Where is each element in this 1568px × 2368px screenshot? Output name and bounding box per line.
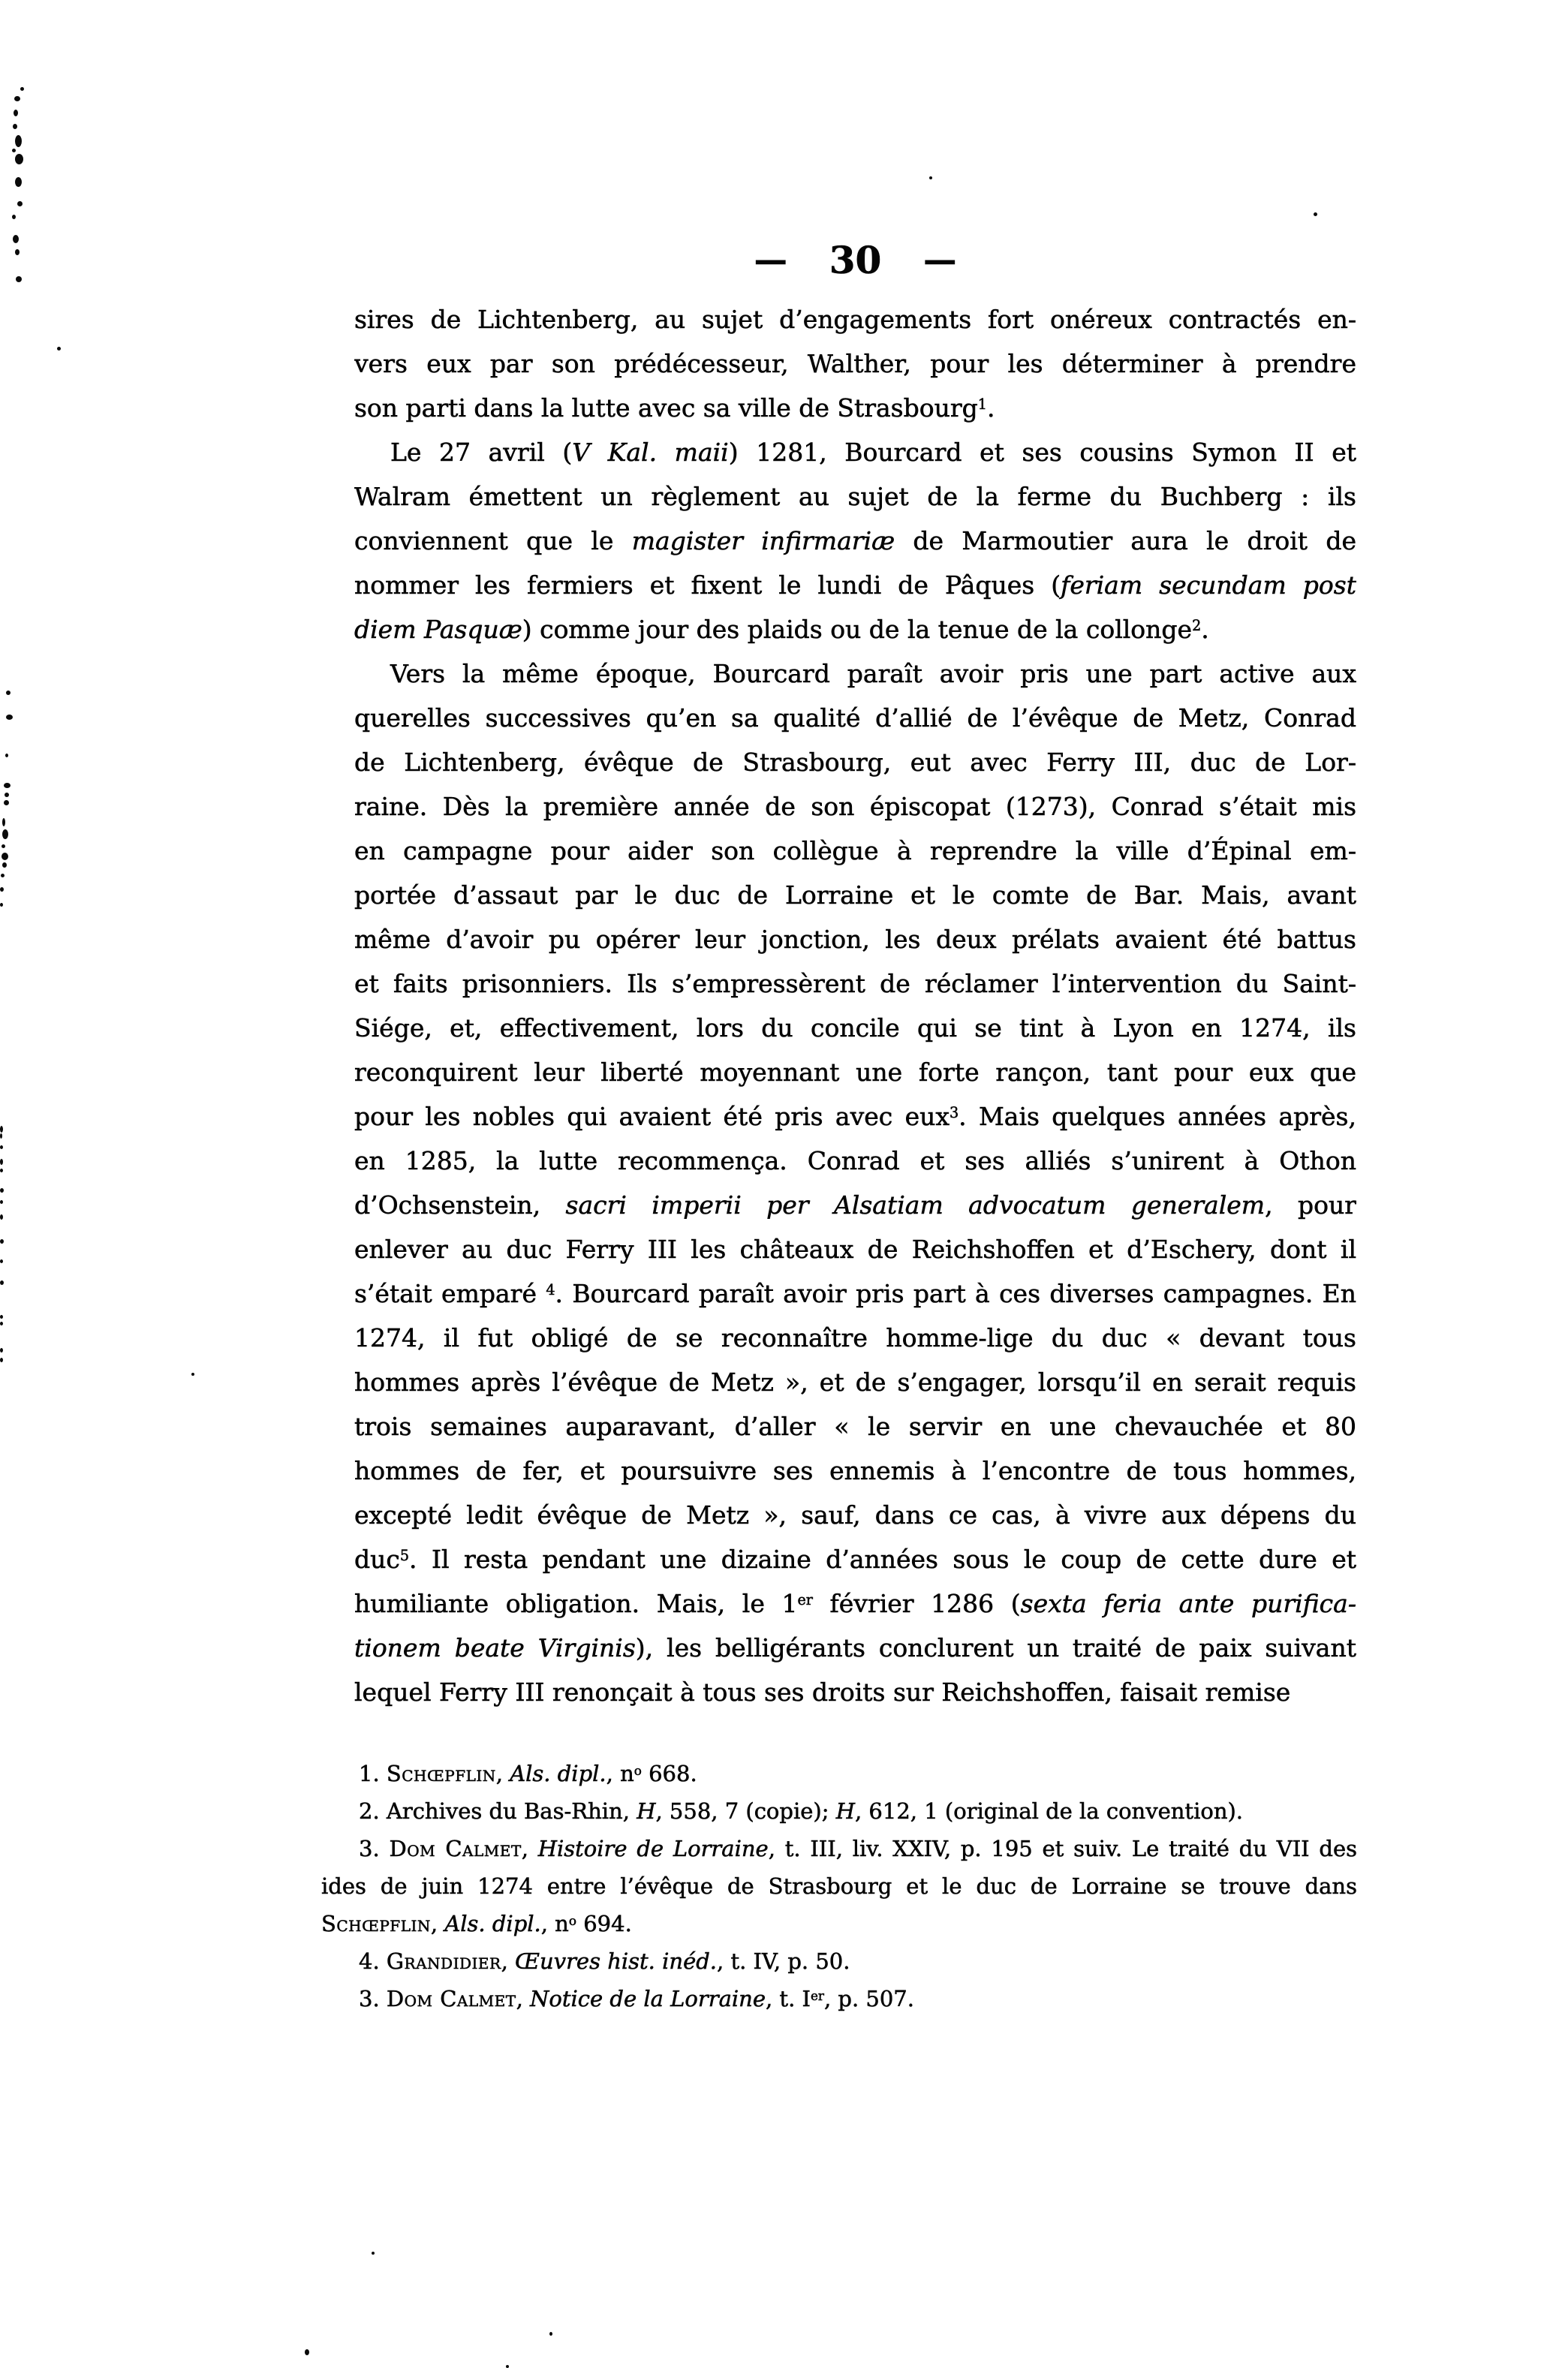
text-line: querelles successives qu’en sa qualité d’allié de l’évêque de Metz, Conrad <box>354 703 1356 733</box>
header-right-dash: — <box>923 241 957 279</box>
text-line: excepté ledit évêque de Metz », sauf, dans ce cas, à vivre aux dépens du <box>354 1500 1356 1530</box>
text-line: duc$^5$. Il resta pendant une dizaine d’années sous le coup de cette dure et <box>354 1545 1356 1574</box>
ink-speck <box>305 2349 309 2355</box>
text-line: trois semaines auparavant, d’aller « le servir en une chevauchée et 80 <box>354 1412 1356 1441</box>
ink-speck <box>0 1239 4 1244</box>
footnote-line: ides de juin 1274 entre l’évêque de Strasbourg et le duc de Lorraine se trouve dans <box>321 1873 1357 1899</box>
ink-speck <box>0 1322 3 1325</box>
ink-speck <box>0 1188 4 1193</box>
text-line: hommes de fer, et poursuivre ses ennemis à l’encontre de tous hommes, <box>354 1456 1356 1485</box>
text-line: portée d’assaut par le duc de Lorraine et le comte de Bar. Mais, avant <box>354 880 1356 910</box>
text-line: tionem beate Virginis), les belligérants conclurent un traité de paix suivant <box>354 1633 1356 1662</box>
ink-speck <box>0 1315 3 1319</box>
text-line: Le 27 avril (V Kal. maii) 1281, Bourcard et ses cousins Symon II et <box>390 438 1356 467</box>
ink-speck <box>2 844 5 848</box>
footnote-line: 3. Dom Calmet, Notice de la Lorraine, t. Ier, p. 507. <box>359 1986 914 2011</box>
ink-speck <box>20 87 24 91</box>
text-line: et faits prisonniers. Ils s’empressèrent de réclamer l’intervention du Saint- <box>354 969 1356 998</box>
ink-speck <box>5 793 9 797</box>
footnote-line: 3. Dom Calmet, Histoire de Lorraine, t. III, liv. XXIV, p. 195 et suiv. Le traité du VII des <box>359 1836 1357 1861</box>
text-line: humiliante obligation. Mais, le 1er février 1286 (sexta feria ante purifica- <box>354 1589 1356 1618</box>
ink-speck <box>12 149 16 152</box>
page-header <box>354 237 1356 284</box>
ink-speck <box>5 754 8 757</box>
ink-speck <box>57 347 61 351</box>
footnote-line: 4. Grandidier, Œuvres hist. inéd., t. IV, p. 50. <box>359 1948 850 1974</box>
text-line: 1274, il fut obligé de se reconnaître homme-lige du duc « devant tous <box>354 1323 1356 1352</box>
ink-speck <box>0 1126 3 1133</box>
text-line: vers eux par son prédécesseur, Walther, pour les déterminer à prendre <box>354 349 1356 378</box>
ink-speck <box>6 691 11 695</box>
text-line: s’était emparé $^4$. Bourcard paraît avoir pris part à ces diverses campagnes. En <box>354 1279 1356 1308</box>
ink-speck <box>15 177 22 187</box>
ink-speck <box>1314 212 1317 216</box>
ink-speck <box>0 1348 3 1352</box>
ink-speck <box>1 874 5 877</box>
text-line: Walram émettent un règlement au sujet de la ferme du Buchberg : ils <box>354 482 1356 511</box>
footnote-line: 2. Archives du Bas-Rhin, H, 558, 7 (copie); H, 612, 1 (original de la convention). <box>359 1798 1244 1824</box>
ink-speck <box>15 249 20 255</box>
ink-speck <box>0 1159 3 1165</box>
ink-speck <box>16 276 22 282</box>
text-line: reconquirent leur liberté moyennant une forte rançon, tant pour eux que <box>354 1058 1356 1087</box>
ink-speck <box>4 783 11 788</box>
ink-speck <box>929 176 932 179</box>
ink-speck <box>12 215 16 219</box>
ink-speck <box>2 862 7 868</box>
text-line: de Lichtenberg, évêque de Strasbourg, eut avec Ferry III, duc de Lor- <box>354 748 1356 777</box>
text-line: en 1285, la lutte recommença. Conrad et ses alliés s’unirent à Othon <box>354 1146 1356 1175</box>
ink-speck <box>17 201 23 206</box>
ink-speck <box>0 1169 3 1172</box>
text-line: Siége, et, effectivement, lors du concile qui se tint à Lyon en 1274, ils <box>354 1013 1356 1043</box>
ink-speck <box>4 800 9 805</box>
text-line: hommes après l’évêque de Metz », et de s’engager, lorsqu’il en serait requis <box>354 1368 1356 1397</box>
ink-speck <box>6 715 13 720</box>
text-line: diem Pasquæ) comme jour des plaids ou de la tenue de la collonge$^2$. <box>354 615 1209 644</box>
ink-speck <box>13 124 17 129</box>
page-number: 30 <box>829 238 882 282</box>
header-left-dash: — <box>754 241 787 279</box>
ink-speck <box>372 2252 375 2255</box>
ink-speck <box>0 903 3 907</box>
ink-speck <box>14 110 18 116</box>
text-line: conviennent que le magister infirmariæ de Marmoutier aura le droit de <box>354 526 1356 555</box>
text-line: son parti dans la lutte avec sa ville de Strasbourg$^1$. <box>354 393 995 423</box>
ink-speck <box>0 1133 2 1139</box>
ink-speck <box>2 829 8 839</box>
text-line: enlever au duc Ferry III les châteaux de Reichshoffen et d’Eschery, dont il <box>354 1235 1356 1264</box>
ink-speck <box>0 887 4 892</box>
footnote-line: Schœpflin, Als. dipl., $n^o$ 694. <box>321 1911 632 1936</box>
text-line: en campagne pour aider son collègue à reprendre la ville d’Épinal em- <box>354 836 1356 865</box>
ink-speck <box>13 235 19 243</box>
text-line: même d’avoir pu opérer leur jonction, les deux prélats avaient été battus <box>354 925 1356 954</box>
ink-speck <box>2 818 5 826</box>
text-line: sires de Lichtenberg, au sujet d’engagements fort onéreux contractés en- <box>354 305 1356 334</box>
ink-speck <box>15 135 22 147</box>
footnotes <box>321 1755 1357 2017</box>
ink-speck <box>0 1358 3 1362</box>
ink-speck <box>0 1259 3 1263</box>
text-line: lequel Ferry III renonçait à tous ses droits sur Reichshoffen, faisait remise <box>354 1677 1291 1707</box>
text-line: raine. Dès la première année de son épiscopat (1273), Conrad s’était mis <box>354 792 1356 821</box>
ink-speck <box>0 1145 3 1149</box>
text-line: Vers la même époque, Bourcard paraît avoir pris une part active aux <box>390 659 1356 688</box>
ink-speck <box>0 1214 3 1220</box>
ink-speck <box>506 2365 509 2368</box>
ink-speck <box>191 1373 194 1376</box>
ink-speck <box>549 2332 552 2336</box>
ink-speck <box>2 853 8 860</box>
text-line: d’Ochsenstein, sacri imperii per Alsatiam advocatum generalem, pour <box>354 1190 1356 1220</box>
text-line: pour les nobles qui avaient été pris avec eux$^3$. Mais quelques années après, <box>354 1102 1356 1131</box>
text-line: nommer les fermiers et fixent le lundi de Pâques (feriam secundam post <box>354 570 1356 600</box>
ink-speck <box>15 154 23 164</box>
body-text <box>354 297 1356 1714</box>
footnote-line: 1. Schœpflin, Als. dipl., $n^o$ 668. <box>359 1761 697 1786</box>
ink-speck <box>0 1280 4 1285</box>
ink-speck <box>0 1200 3 1204</box>
ink-speck <box>14 96 20 101</box>
